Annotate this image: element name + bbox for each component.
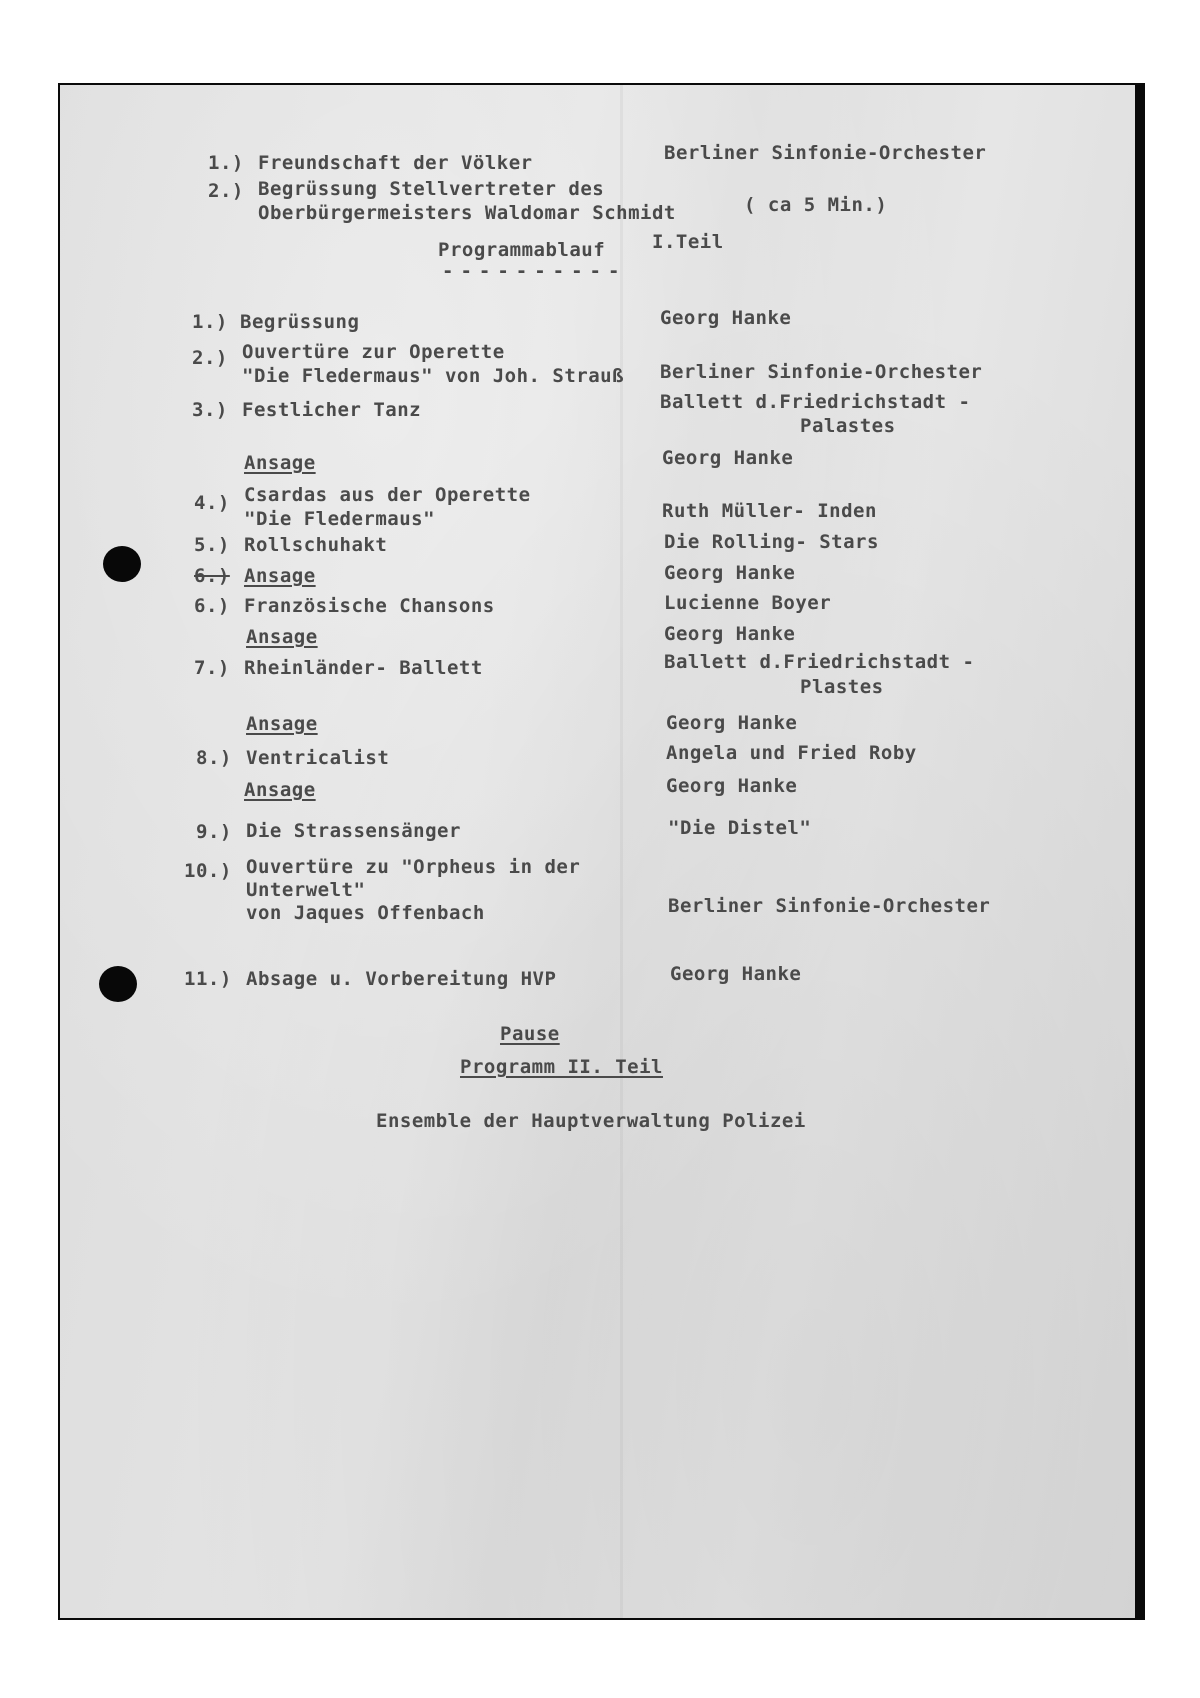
item-performer: Georg Hanke xyxy=(670,963,802,985)
item-title: Die Strassensänger xyxy=(246,820,461,842)
item-performer: Die Rolling- Stars xyxy=(664,531,879,553)
item-performer: Berliner Sinfonie-Orchester xyxy=(660,361,983,383)
item-title: Festlicher Tanz xyxy=(242,399,422,421)
document-photo xyxy=(58,83,1145,1620)
pre-item-duration: ( ca 5 Min.) xyxy=(744,194,888,216)
item-title: Ansage xyxy=(244,565,316,587)
item-number: 6.) xyxy=(194,595,230,617)
item-performer: Georg Hanke xyxy=(666,775,798,797)
pre-item-title-line: Begrüssung Stellvertreter des xyxy=(258,178,605,200)
pre-item-title-line: Oberbürgermeisters Waldomar Schmidt xyxy=(258,202,676,224)
item-performer: Georg Hanke xyxy=(664,623,796,645)
pre-item-title: Freundschaft der Völker xyxy=(258,152,533,174)
section-2-title: Programm II. Teil xyxy=(460,1056,663,1078)
item-title-line: Csardas aus der Operette xyxy=(244,484,531,506)
item-number: 5.) xyxy=(194,534,230,556)
paper-sheet xyxy=(60,85,1135,1618)
item-performer-line: Plastes xyxy=(800,676,884,698)
item-title: Begrüssung xyxy=(240,311,360,333)
section-title: Programmablauf xyxy=(438,239,606,261)
section-part: I.Teil xyxy=(652,231,724,253)
pre-item-number: 2.) xyxy=(208,180,244,202)
pre-item-performer: Berliner Sinfonie-Orchester xyxy=(664,142,987,164)
item-title: Ansage xyxy=(246,626,318,648)
item-number-struck: 6.) xyxy=(194,565,230,587)
item-title: Französische Chansons xyxy=(244,595,495,617)
item-title: Ansage xyxy=(246,713,318,735)
ensemble-text: Ensemble der Hauptverwaltung Polizei xyxy=(376,1110,806,1132)
item-number: 1.) xyxy=(192,311,228,333)
item-performer-line: Ballett d.Friedrichstadt - xyxy=(660,391,971,413)
item-title-line: Ouvertüre zu "Orpheus in der xyxy=(246,856,581,878)
item-number: 4.) xyxy=(194,492,230,514)
section-rule: ---------- xyxy=(442,260,627,282)
item-performer: "Die Distel" xyxy=(668,817,812,839)
item-performer: Georg Hanke xyxy=(662,447,794,469)
item-performer: Georg Hanke xyxy=(660,307,792,329)
pre-item-number: 1.) xyxy=(208,152,244,174)
item-number: 7.) xyxy=(194,657,230,679)
item-title-line: "Die Fledermaus" von Joh. Strauß xyxy=(242,365,625,387)
item-number: 2.) xyxy=(192,347,228,369)
item-performer: Berliner Sinfonie-Orchester xyxy=(668,895,991,917)
item-title: Ventricalist xyxy=(246,747,390,769)
item-number: 11.) xyxy=(184,968,232,990)
item-number: 10.) xyxy=(184,860,232,882)
item-title-line: Ouvertüre zur Operette xyxy=(242,341,505,363)
pause-heading: Pause xyxy=(500,1023,560,1045)
item-title-line: Unterwelt" xyxy=(246,879,366,901)
item-number: 9.) xyxy=(196,821,232,843)
item-title-line: "Die Fledermaus" xyxy=(244,508,436,530)
item-title: Absage u. Vorbereitung HVP xyxy=(246,968,557,990)
item-title: Ansage xyxy=(244,452,316,474)
punch-hole xyxy=(103,546,141,582)
item-performer: Ruth Müller- Inden xyxy=(662,500,877,522)
item-title: Rheinländer- Ballett xyxy=(244,657,483,679)
punch-hole xyxy=(99,966,137,1002)
item-number: 3.) xyxy=(192,399,228,421)
item-performer: Georg Hanke xyxy=(666,712,798,734)
item-performer: Angela und Fried Roby xyxy=(666,742,917,764)
item-performer: Georg Hanke xyxy=(664,562,796,584)
item-performer-line: Palastes xyxy=(800,415,896,437)
item-performer: Lucienne Boyer xyxy=(664,592,832,614)
item-title: Rollschuhakt xyxy=(244,534,388,556)
item-title-line: von Jaques Offenbach xyxy=(246,902,485,924)
item-title: Ansage xyxy=(244,779,316,801)
item-performer-line: Ballett d.Friedrichstadt - xyxy=(664,651,975,673)
item-number: 8.) xyxy=(196,747,232,769)
paper-crease xyxy=(620,85,623,1618)
